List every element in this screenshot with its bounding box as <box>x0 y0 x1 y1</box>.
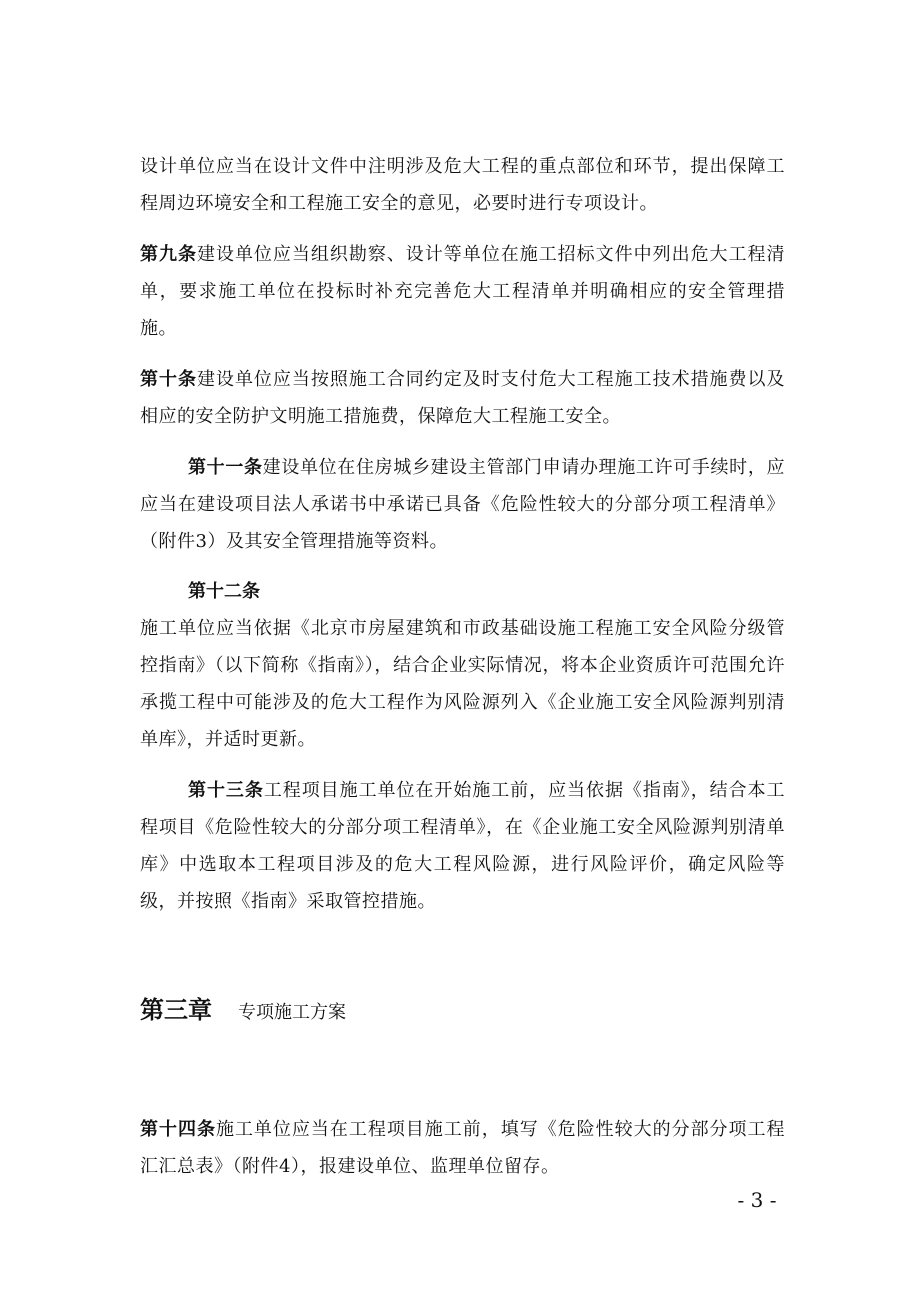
chapter-subtitle: 专项施工方案 <box>238 1002 346 1023</box>
article-12-text: 施工单位应当依据《北京市房屋建筑和市政基础设施工程施工安全风险分级管控指南》（以下简称《指南》），结合企业实际情况，将本企业资质许可范围允许承揽工程中可能涉及的危大工程作为风险源列入《企业施工安全风险源判别清单库》，并适时更新。 <box>140 618 785 750</box>
article-text: 工程项目施工单位在开始施工前，应当依据《指南》，结合本工程项目《危险性较大的分部分项工程清单》，在《企业施工安全风险源判别清单库》中选取本工程项目涉及的危大工程风险源，进行风险评价，确定风险等级，并按照《指南》采取管控措施。 <box>140 780 786 912</box>
article-label: 第十条 <box>140 369 197 390</box>
article-13 <box>140 772 785 920</box>
article-12-label: 第十二条 <box>188 581 260 602</box>
article-14 <box>140 1111 785 1185</box>
article-text: 建设单位应当组织勘察、设计等单位在施工招标文件中列出危大工程清单，要求施工单位在投标时补充完善危大工程清单并明确相应的安全管理措施。 <box>140 244 786 339</box>
article-9 <box>140 236 785 347</box>
paragraph-text: 设计单位应当在设计文件中注明涉及危大工程的重点部位和环节，提出保障工程周边环境安全和工程施工安全的意见，必要时进行专项设计。 <box>140 156 785 214</box>
article-11 <box>140 449 785 560</box>
paragraph-design-unit <box>140 148 785 222</box>
article-label: 第十四条 <box>140 1119 216 1140</box>
article-10 <box>140 361 785 435</box>
article-label: 第九条 <box>140 244 197 265</box>
page-number: - 3 - <box>737 1188 777 1212</box>
article-label: 第十一条 <box>188 457 263 478</box>
chapter-heading <box>140 990 346 1033</box>
chapter-title: 第三章 <box>140 995 212 1024</box>
article-label: 第十三条 <box>188 780 264 801</box>
article-text: 建设单位应当按照施工合同约定及时支付危大工程施工技术措施费以及相应的安全防护文明施工措施费，保障危大工程施工安全。 <box>140 369 786 427</box>
article-text: 施工单位应当在工程项目施工前，填写《危险性较大的分部分项工程汇汇总表》（附件4），报建设单位、监理单位留存。 <box>140 1119 786 1177</box>
article-text: 建设单位在住房城乡建设主管部门申请办理施工许可手续时，应应当在建设项目法人承诺书中承诺已具备《危险性较大的分部分项工程清单》（附件3）及其安全管理措施等资料。 <box>140 457 786 552</box>
